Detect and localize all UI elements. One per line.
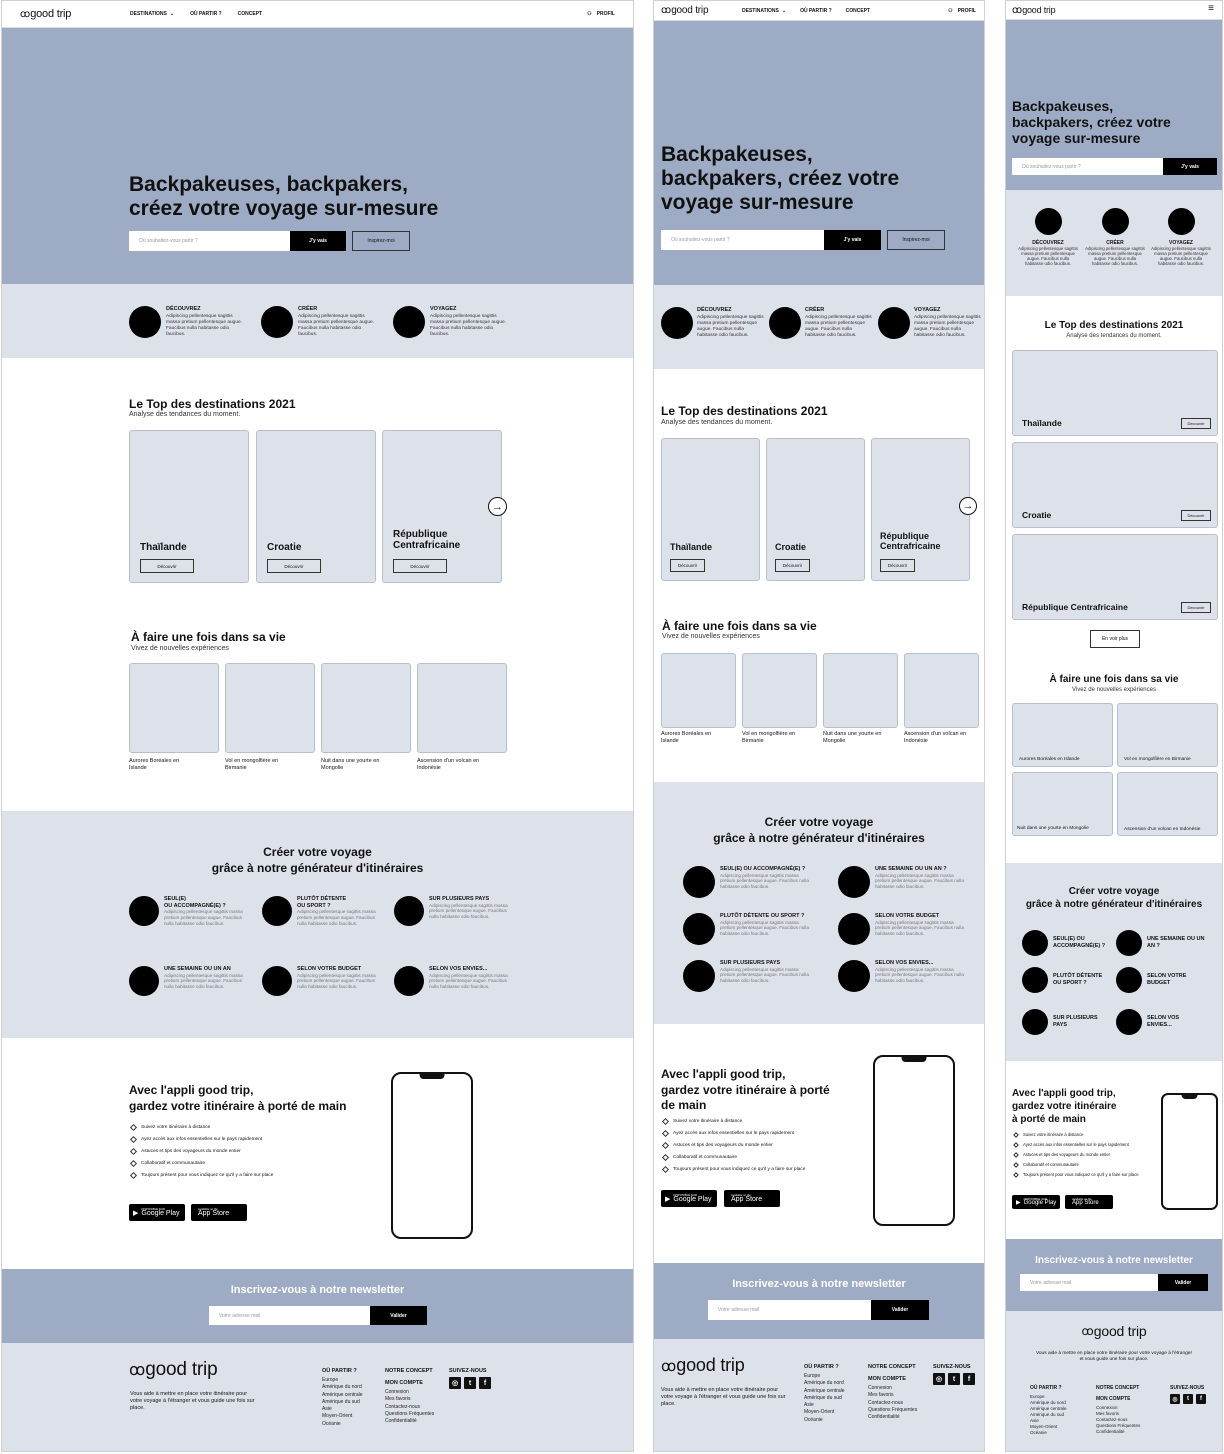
newsletter-title: Inscrivez-vous à notre newsletter bbox=[1035, 1255, 1193, 1266]
hero-title: Backpakeuses, backpakers, créez votre voyage sur-mesure bbox=[1012, 98, 1171, 147]
destination-card[interactable]: Croatie Découvrir bbox=[1012, 442, 1218, 528]
footer-logo[interactable]: ꝏ good trip bbox=[129, 1359, 218, 1380]
footer-link[interactable]: Europe bbox=[322, 1377, 339, 1383]
feature-item: Collaboratif et communautaire bbox=[663, 1155, 737, 1160]
generator-section bbox=[1006, 863, 1222, 1061]
footer-link[interactable]: Europe bbox=[804, 1373, 821, 1379]
step-item: DÉCOUVREZ Adipiscing pellentesque sagittis massa pretium pellentesque augue. Faucibus nulla habitasse odio faucibus. bbox=[129, 306, 244, 338]
footer-link[interactable]: Moyen-Orient bbox=[1030, 1424, 1058, 1430]
footer bbox=[654, 1339, 984, 1452]
hero-search bbox=[129, 231, 410, 251]
diamond-icon bbox=[1013, 1172, 1019, 1178]
inspire-button[interactable]: Inspirez-moi bbox=[887, 230, 945, 250]
logo-icon: ꝏ bbox=[661, 5, 669, 16]
feature-item: Toujours présent pour vous indiquez ce qu'il y a faire sur place bbox=[663, 1167, 805, 1172]
experience-label: Aurores Boréales en Islande bbox=[661, 731, 712, 744]
destination-card[interactable]: Thaïlande Découvrir bbox=[1012, 350, 1218, 436]
generator-item: SEUL(E) OU ACCOMPAGNÉ(E) ? Adipiscing pellentesque sagittis massa pretium pellentesque augue. Faucibus nulla habitasse odio faucibus. bbox=[683, 866, 815, 898]
experience-card[interactable] bbox=[225, 663, 315, 753]
step-icon bbox=[661, 307, 693, 339]
footer-col-destinations: OÙ PARTIR ? Europe Amérique du nord Amérique centrale Amérique du sud Asie Moyen-Orient Océanie bbox=[804, 1364, 845, 1423]
footer-col-social: SUIVEZ-NOUS ◎ t f bbox=[933, 1364, 975, 1385]
google-play-button[interactable]: ▶ DISPONIBLE SUR Google Play bbox=[1012, 1195, 1060, 1209]
validate-button[interactable]: Valider bbox=[1158, 1274, 1208, 1291]
diamond-icon bbox=[662, 1142, 669, 1149]
generator-section bbox=[2, 811, 633, 1038]
desktop-frame bbox=[1, 0, 634, 1452]
app-store-button[interactable]: Available on the App Store bbox=[191, 1204, 247, 1221]
experience-card[interactable] bbox=[742, 653, 817, 728]
exp-subtitle: Vivez de nouvelles expériences bbox=[1072, 687, 1156, 693]
desktop-navbar bbox=[2, 1, 633, 28]
instagram-icon[interactable]: ◎ bbox=[449, 1377, 461, 1389]
exp-title: À faire une fois dans sa vie bbox=[131, 630, 286, 644]
generator-icon bbox=[1022, 1009, 1048, 1035]
feature-item: Ayez accès aux infos essentielles sur le pays rapidement bbox=[663, 1131, 794, 1136]
step-icon bbox=[393, 306, 425, 338]
email-field[interactable]: Votre adresse mail bbox=[708, 1300, 871, 1320]
step-icon bbox=[1035, 208, 1062, 235]
diamond-icon bbox=[130, 1136, 137, 1143]
experience-label: Aurores Boréales en Islande bbox=[129, 758, 180, 771]
menu-icon[interactable]: ≡ bbox=[1208, 3, 1214, 14]
generator-icon bbox=[838, 866, 870, 898]
nav-profil[interactable]: ⚇ PROFIL bbox=[587, 11, 615, 17]
footer-link[interactable]: Asie bbox=[1030, 1418, 1039, 1424]
exp-subtitle: Vivez de nouvelles expériences bbox=[131, 645, 229, 652]
discover-button[interactable]: Découvrir bbox=[1181, 418, 1211, 429]
facebook-icon[interactable]: f bbox=[1196, 1394, 1206, 1404]
hero bbox=[2, 28, 633, 284]
generator-icon bbox=[394, 896, 424, 926]
see-more-button[interactable]: En voir plus bbox=[1090, 630, 1140, 648]
footer-link[interactable]: Océanie bbox=[322, 1420, 341, 1427]
nav-destinations[interactable]: DESTINATIONS ⌄ bbox=[130, 11, 175, 17]
diamond-icon bbox=[662, 1154, 669, 1161]
validate-button[interactable]: Valider bbox=[370, 1306, 427, 1325]
generator-item: SUR PLUSIEURS PAYS Adipiscing pellentesque sagittis massa pretium pellentesque augue. Faucibus nulla habitasse odio faucibus. bbox=[683, 960, 815, 992]
step-icon bbox=[129, 306, 161, 338]
hero-title: Backpakeuses, backpakers, créez votre voyage sur-mesure bbox=[661, 143, 900, 215]
step-icon bbox=[878, 307, 910, 339]
play-icon: ▶ bbox=[133, 1209, 139, 1217]
step-item: DÉCOUVREZ Adipiscing pellentesque sagittis massa pretium pellentesque augue. Faucibus nulla habitasse odio faucibus. bbox=[1018, 208, 1078, 267]
newsletter-form bbox=[708, 1300, 929, 1320]
footer-link[interactable]: Moyen-Orient bbox=[322, 1413, 353, 1420]
diamond-icon bbox=[662, 1130, 669, 1137]
footer bbox=[1006, 1311, 1222, 1452]
feature-item: Suivez votre itinéraire à distance bbox=[1014, 1132, 1084, 1137]
destination-card[interactable]: Croatie Découvrir bbox=[256, 430, 376, 583]
footer-link[interactable]: Contactez-nous bbox=[868, 1399, 904, 1406]
diamond-icon bbox=[1013, 1142, 1019, 1148]
generator-title: Créer votre voyage grâce à notre générateur d'itinéraires bbox=[713, 815, 925, 845]
logo[interactable]: ꝏ good trip bbox=[20, 8, 72, 20]
footer-link[interactable]: Europe bbox=[1030, 1394, 1045, 1399]
footer-link[interactable]: Mes favoris bbox=[385, 1396, 411, 1403]
discover-button[interactable]: Découvrir bbox=[670, 559, 705, 572]
facebook-icon[interactable]: f bbox=[479, 1377, 491, 1389]
footer bbox=[2, 1343, 633, 1452]
footer-link[interactable]: Contactez-nous bbox=[385, 1403, 421, 1410]
arrow-right-icon[interactable]: → bbox=[959, 497, 977, 515]
experience-card[interactable]: Aurores Boréales en Islande bbox=[1012, 703, 1113, 767]
generator-item: SEUL(E) OU ACCOMPAGNÉ(E) ? bbox=[1022, 930, 1111, 956]
user-icon: ⚇ bbox=[948, 7, 953, 14]
nav-ou-partir[interactable]: OÙ PARTIR ? bbox=[190, 11, 222, 17]
diamond-icon bbox=[130, 1124, 137, 1131]
experience-card[interactable] bbox=[661, 653, 736, 728]
footer-link[interactable]: Amérique du sud bbox=[804, 1394, 842, 1401]
newsletter-title: Inscrivez-vous à notre newsletter bbox=[732, 1278, 906, 1290]
generator-item: UNE SEMAINE OU UN AN Adipiscing pellentesque sagittis massa pretium pellentesque augue. Faucibus nulla habitasse odio faucibus. bbox=[129, 966, 248, 996]
feature-item: Suivez votre itinéraire à distance bbox=[131, 1125, 210, 1130]
footer-link[interactable]: Océanie bbox=[804, 1416, 823, 1423]
hero bbox=[654, 21, 984, 285]
logo-icon: ꝏ bbox=[661, 1357, 674, 1375]
logo[interactable]: ꝏ good trip bbox=[661, 5, 709, 16]
exp-title: À faire une fois dans sa vie bbox=[1049, 674, 1179, 685]
feature-item: Toujours présent pour vous indiquez ce qu'il y a faire sur place bbox=[131, 1173, 273, 1178]
footer-col-concept: NOTRE CONCEPT MON COMPTE Connexion Mes favoris Contactez-nous Questions Fréquentes Confidentialité bbox=[385, 1368, 435, 1424]
generator-item: PLUTÔT DÉTENTE OU SPORT ? Adipiscing pellentesque sagittis massa pretium pellentesque augue. Faucibus nulla habitasse odio faucibus. bbox=[683, 913, 815, 945]
arrow-right-icon[interactable]: → bbox=[488, 497, 507, 516]
generator-icon bbox=[683, 866, 715, 898]
diamond-icon bbox=[1013, 1132, 1019, 1138]
generator-icon bbox=[683, 960, 715, 992]
top-title: Le Top des destinations 2021 bbox=[1044, 320, 1184, 331]
experience-card[interactable] bbox=[823, 653, 898, 728]
app-title: Avec l'appli good trip, gardez votre itinéraire à porté de main bbox=[661, 1067, 830, 1113]
feature-item: Ayez accès aux infos essentielles sur le pays rapidement bbox=[131, 1137, 262, 1142]
diamond-icon bbox=[130, 1160, 137, 1167]
footer-col-concept: NOTRE CONCEPT MON COMPTE Connexion Mes favoris Contactez-nous Questions Fréquentes Confidentialité bbox=[868, 1364, 918, 1420]
experience-card[interactable]: Vol en mongolfière en Birmanie bbox=[1117, 703, 1218, 767]
experience-label: Vol en mongolfière en Birmanie bbox=[225, 758, 279, 771]
diamond-icon bbox=[130, 1148, 137, 1155]
step-icon bbox=[769, 307, 801, 339]
mobile-frame bbox=[1005, 0, 1223, 1452]
nav-concept[interactable]: CONCEPT bbox=[237, 11, 263, 17]
step-icon bbox=[1102, 208, 1129, 235]
chevron-down-icon: ⌄ bbox=[169, 11, 175, 17]
logo-icon: ꝏ bbox=[1012, 4, 1020, 16]
experience-card[interactable]: Ascension d'un volcan en Indonésie bbox=[1117, 772, 1218, 836]
diamond-icon bbox=[1013, 1162, 1019, 1168]
logo-icon: ꝏ bbox=[20, 8, 28, 20]
destination-card[interactable]: République Centrafricaine Découvrir bbox=[871, 438, 970, 581]
experience-card[interactable]: Nuit dans une yourte en Mongolie bbox=[1012, 772, 1113, 836]
hero-search bbox=[1012, 158, 1217, 175]
feature-item: Astuces et tips des voyageurs du monde entier bbox=[1014, 1152, 1110, 1157]
generator-item: SEUL(E) OU ACCOMPAGNÉ(E) ? Adipiscing pellentesque sagittis massa pretium pellentesque augue. Faucibus nulla habitasse odio faucibus. bbox=[129, 896, 244, 926]
generator-item: SELON VOTRE BUDGET bbox=[1116, 967, 1205, 993]
footer-link[interactable]: Contactez-nous bbox=[1096, 1417, 1128, 1423]
footer-link[interactable]: Mes favoris bbox=[868, 1392, 894, 1399]
step-item: CRÉER Adipiscing pellentesque sagittis massa pretium pellentesque augue. Faucibus nulla habitasse odio faucibus. bbox=[1085, 208, 1145, 267]
nav-ou-partir[interactable]: OÙ PARTIR ? bbox=[800, 7, 832, 14]
email-field[interactable]: Votre adresse mail bbox=[209, 1306, 370, 1325]
footer-link[interactable]: Océanie bbox=[1030, 1430, 1047, 1436]
generator-icon bbox=[683, 913, 715, 945]
user-icon: ⚇ bbox=[587, 11, 592, 17]
destination-card[interactable]: République Centrafricaine Découvrir bbox=[382, 430, 502, 583]
email-field[interactable]: Votre adresse mail bbox=[1020, 1274, 1158, 1291]
footer-tagline: Vous aide à mettre en place votre itinéraire pour votre voyage à l'étranger et vous guide une fois sur place. bbox=[130, 1391, 255, 1412]
generator-icon bbox=[262, 966, 292, 996]
nav-concept[interactable]: CONCEPT bbox=[845, 7, 871, 14]
feature-item: Suivez votre itinéraire à distance bbox=[663, 1119, 742, 1124]
nav-links bbox=[742, 8, 870, 14]
top-title: Le Top des destinations 2021 bbox=[661, 404, 828, 418]
twitter-icon[interactable]: t bbox=[1183, 1394, 1193, 1404]
footer-logo[interactable]: ꝏ good trip bbox=[1081, 1323, 1147, 1339]
generator-item: SUR PLUSIEURS PAYS bbox=[1022, 1009, 1111, 1035]
generator-icon bbox=[129, 896, 159, 926]
logo-icon: ꝏ bbox=[129, 1362, 143, 1379]
generator-icon bbox=[1116, 1009, 1142, 1035]
footer-link[interactable]: Amérique centrale bbox=[804, 1387, 845, 1394]
google-play-button[interactable]: ▶ DISPONIBLE SUR Google Play bbox=[661, 1190, 717, 1207]
discover-button[interactable]: Découvrir bbox=[267, 559, 321, 573]
step-icon bbox=[261, 306, 293, 338]
hero bbox=[1006, 20, 1222, 190]
steps-band bbox=[1006, 190, 1222, 296]
footer-link[interactable]: Questions Fréquentes bbox=[1096, 1423, 1141, 1429]
experience-label: Vol en mongolfière en Birmanie bbox=[742, 731, 796, 744]
newsletter-section bbox=[1006, 1239, 1222, 1311]
step-item: CRÉER Adipiscing pellentesque sagittis massa pretium pellentesque augue. Faucibus nulla habitasse odio faucibus. bbox=[769, 307, 873, 339]
diamond-icon bbox=[130, 1172, 137, 1179]
destination-card[interactable]: Thaïlande Découvrir bbox=[129, 430, 249, 583]
play-icon: ▶ bbox=[1016, 1199, 1021, 1206]
twitter-icon[interactable]: t bbox=[948, 1373, 960, 1385]
logo[interactable]: ꝏ good trip bbox=[1012, 4, 1056, 16]
generator-icon bbox=[1116, 930, 1142, 956]
phone-mockup bbox=[873, 1055, 955, 1226]
footer-link[interactable]: Amérique du nord bbox=[322, 1384, 362, 1391]
footer-link[interactable]: Confidentialité bbox=[385, 1418, 417, 1424]
experience-label: Ascension d'un volcan en Indonésie bbox=[904, 731, 967, 744]
experience-label: Ascension d'un volcan en Indonésie bbox=[417, 758, 480, 771]
tablet-navbar bbox=[654, 1, 984, 21]
footer-col-social: SUIVEZ-NOUS ◎ t f bbox=[1170, 1385, 1205, 1403]
newsletter-title: Inscrivez-vous à notre newsletter bbox=[230, 1284, 405, 1296]
newsletter-form bbox=[209, 1306, 427, 1325]
hero-search bbox=[661, 230, 945, 250]
footer-link[interactable]: Asie bbox=[322, 1406, 332, 1412]
feature-item: Astuces et tips des voyageurs du monde entier bbox=[131, 1149, 241, 1154]
discover-button[interactable]: Découvrir bbox=[775, 559, 810, 572]
discover-button[interactable]: Découvrir bbox=[1181, 602, 1211, 613]
chevron-down-icon: ⌄ bbox=[781, 7, 787, 14]
steps-band bbox=[654, 285, 984, 369]
newsletter-section bbox=[2, 1269, 633, 1343]
inspire-button[interactable]: Inspirez-moi bbox=[352, 231, 410, 251]
step-item: DÉCOUVREZ Adipiscing pellentesque sagittis massa pretium pellentesque augue. Faucibus nulla habitasse odio faucibus. bbox=[661, 307, 765, 339]
destination-card[interactable]: République Centrafricaine Découvrir bbox=[1012, 534, 1218, 620]
diamond-icon bbox=[662, 1166, 669, 1173]
footer-link[interactable]: Connexion bbox=[385, 1389, 409, 1395]
generator-item: SUR PLUSIEURS PAYS Adipiscing pellentesque sagittis massa pretium pellentesque augue. Faucibus nulla habitasse odio faucibus. bbox=[394, 896, 509, 926]
steps-band bbox=[2, 284, 633, 358]
footer-link[interactable]: Amérique du sud bbox=[322, 1398, 360, 1405]
feature-item: Ayez accès aux infos essentielles sur le pays rapidement bbox=[1014, 1142, 1129, 1147]
generator-item: SELON VOS ENVIES... Adipiscing pellentesque sagittis massa pretium pellentesque augue. Faucibus nulla habitasse odio faucibus. bbox=[838, 960, 970, 992]
google-play-button[interactable]: ▶ DISPONIBLE SUR Google Play bbox=[129, 1204, 185, 1221]
footer-link[interactable]: Moyen-Orient bbox=[804, 1409, 835, 1416]
experience-card[interactable] bbox=[321, 663, 411, 753]
step-icon bbox=[1168, 208, 1195, 235]
experience-card[interactable] bbox=[904, 653, 979, 728]
generator-icon bbox=[262, 896, 292, 926]
destination-card[interactable]: Thaïlande Découvrir bbox=[661, 438, 760, 581]
experience-label: Nuit dans une yourte en Mongolie bbox=[823, 731, 882, 744]
footer-tagline: Vous aide à mettre en place votre itinéraire pour votre voyage à l'étranger et vous guide une fois sur place. bbox=[1035, 1351, 1193, 1363]
generator-item: SELON VOTRE BUDGET Adipiscing pellentesque sagittis massa pretium pellentesque augue. Faucibus nulla habitasse odio faucibus. bbox=[262, 966, 377, 996]
feature-item: Collaboratif et communautaire bbox=[1014, 1162, 1079, 1167]
footer-link[interactable]: Amérique du sud bbox=[1030, 1412, 1065, 1418]
top-subtitle: Analyse des tendances du moment. bbox=[1066, 333, 1162, 339]
feature-item: Astuces et tips des voyageurs du monde entier bbox=[663, 1143, 773, 1148]
generator-icon bbox=[129, 966, 159, 996]
validate-button[interactable]: Valider bbox=[871, 1300, 929, 1320]
tablet-frame bbox=[653, 0, 985, 1452]
generator-icon bbox=[1022, 967, 1048, 993]
app-store-button[interactable]: Available on the App Store bbox=[1065, 1195, 1113, 1209]
generator-item: PLUTÔT DÉTENTE OU SPORT ? bbox=[1022, 967, 1111, 993]
nav-destinations[interactable]: DESTINATIONS ⌄ bbox=[742, 7, 787, 14]
step-item: VOYAGEZ Adipiscing pellentesque sagittis massa pretium pellentesque augue. Faucibus nulla habitasse odio faucibus. bbox=[1151, 208, 1211, 267]
footer-link[interactable]: Questions Fréquentes bbox=[868, 1406, 918, 1413]
generator-section bbox=[654, 782, 984, 1024]
generator-item: UNE SEMAINE OU UN AN ? bbox=[1116, 930, 1205, 956]
footer-logo[interactable]: ꝏ good trip bbox=[661, 1355, 745, 1375]
nav-links bbox=[130, 11, 262, 17]
footer-tagline: Vous aide à mettre en place votre itinéraire pour votre voyage à l'étranger et vous guide une fois sur place. bbox=[661, 1387, 786, 1408]
footer-link[interactable]: Connexion bbox=[868, 1385, 892, 1391]
footer-link[interactable]: Connexion bbox=[1096, 1405, 1118, 1410]
generator-item: SELON VOS ENVIES... Adipiscing pellentesque sagittis massa pretium pellentesque augue. Faucibus nulla habitasse odio faucibus. bbox=[394, 966, 509, 996]
phone-mockup bbox=[391, 1072, 473, 1239]
logo-icon: ꝏ bbox=[1081, 1324, 1091, 1338]
newsletter-section bbox=[654, 1263, 984, 1339]
generator-icon bbox=[394, 966, 424, 996]
top-subtitle: Analyse des tendances du moment. bbox=[129, 411, 241, 418]
newsletter-form bbox=[1020, 1274, 1208, 1291]
generator-item: UNE SEMAINE OU UN AN ? Adipiscing pellentesque sagittis massa pretium pellentesque augue. Faucibus nulla habitasse odio faucibus. bbox=[838, 866, 970, 898]
generator-item: SELON VOS ENVIES... bbox=[1116, 1009, 1205, 1035]
instagram-icon[interactable]: ◎ bbox=[1170, 1394, 1180, 1404]
footer-col-concept: NOTRE CONCEPT MON COMPTE Connexion Mes favoris Contactez-nous Questions Fréquentes Confidentialité bbox=[1096, 1385, 1141, 1435]
step-item: CRÉER Adipiscing pellentesque sagittis massa pretium pellentesque augue. Faucibus nulla habitasse odio faucibus. bbox=[261, 306, 376, 338]
footer-link[interactable]: Asie bbox=[804, 1402, 814, 1408]
play-icon: ▶ bbox=[665, 1195, 671, 1203]
experience-card[interactable] bbox=[417, 663, 507, 753]
diamond-icon bbox=[1013, 1152, 1019, 1158]
facebook-icon[interactable]: f bbox=[963, 1373, 975, 1385]
generator-item: SELON VOTRE BUDGET Adipiscing pellentesque sagittis massa pretium pellentesque augue. Faucibus nulla habitasse odio faucibus. bbox=[838, 913, 970, 945]
mobile-navbar bbox=[1006, 1, 1222, 20]
app-title: Avec l'appli good trip, gardez votre itinéraire à porté de main bbox=[1012, 1088, 1117, 1125]
phone-mockup bbox=[1161, 1093, 1218, 1210]
top-subtitle: Analyse des tendances du moment. bbox=[661, 419, 773, 426]
generator-icon bbox=[1116, 967, 1142, 993]
discover-button[interactable]: Découvrir bbox=[880, 559, 915, 572]
generator-title: Créer votre voyage grâce à notre générateur d'itinéraires bbox=[211, 845, 424, 875]
step-item: VOYAGEZ Adipiscing pellentesque sagittis massa pretium pellentesque augue. Faucibus nulla habitasse odio faucibus. bbox=[878, 307, 982, 339]
diamond-icon bbox=[662, 1118, 669, 1125]
generator-item: PLUTÔT DÉTENTE OU SPORT ? Adipiscing pellentesque sagittis massa pretium pellentesque augue. Faucibus nulla habitasse odio faucibus. bbox=[262, 896, 377, 926]
hero-title: Backpakeuses, backpakers, créez votre voyage sur-mesure bbox=[129, 173, 439, 221]
exp-title: À faire une fois dans sa vie bbox=[662, 619, 817, 633]
footer-link[interactable]: Confidentialité bbox=[868, 1414, 900, 1420]
twitter-icon[interactable]: t bbox=[464, 1377, 476, 1389]
generator-icon bbox=[838, 913, 870, 945]
go-button[interactable]: J'y vais bbox=[1163, 158, 1217, 175]
top-title: Le Top des destinations 2021 bbox=[129, 397, 296, 411]
generator-title: Créer votre voyage grâce à notre générateur d'itinéraires bbox=[1025, 886, 1203, 910]
feature-item: Collaboratif et communautaire bbox=[131, 1161, 205, 1166]
footer-link[interactable]: Amérique du nord bbox=[804, 1380, 844, 1387]
footer-link[interactable]: Mes favoris bbox=[1096, 1411, 1120, 1417]
generator-icon bbox=[838, 960, 870, 992]
footer-link[interactable]: Questions Fréquentes bbox=[385, 1410, 435, 1417]
exp-subtitle: Vivez de nouvelles expériences bbox=[662, 633, 760, 640]
destination-card[interactable]: Croatie Découvrir bbox=[766, 438, 865, 581]
experience-label: Nuit dans une yourte en Mongolie bbox=[321, 758, 380, 771]
discover-button[interactable]: Découvrir bbox=[1181, 510, 1211, 521]
discover-button[interactable]: Découvrir bbox=[140, 559, 194, 573]
app-store-button[interactable]: Available on the App Store bbox=[724, 1190, 780, 1207]
app-title: Avec l'appli good trip, gardez votre itinéraire à porté de main bbox=[129, 1083, 347, 1113]
experience-card[interactable] bbox=[129, 663, 219, 753]
search-input[interactable]: Où souhaitez-vous partir ? bbox=[1012, 158, 1163, 175]
footer-link[interactable]: Amérique du nord bbox=[1030, 1400, 1066, 1406]
footer-link[interactable]: Amérique centrale bbox=[1030, 1406, 1067, 1412]
nav-profil[interactable]: ⚇ PROFIL bbox=[948, 7, 976, 14]
step-item: VOYAGEZ Adipiscing pellentesque sagittis massa pretium pellentesque augue. Faucibus nulla habitasse odio faucibus. bbox=[393, 306, 508, 338]
search-input[interactable]: Où souhaitez-vous partir ? bbox=[129, 231, 290, 251]
generator-icon bbox=[1022, 930, 1048, 956]
footer-link[interactable]: Confidentialité bbox=[1096, 1429, 1125, 1435]
search-input[interactable]: Où souhaitez-vous partir ? bbox=[661, 230, 824, 250]
footer-link[interactable]: Amérique centrale bbox=[322, 1391, 363, 1398]
go-button[interactable]: J'y vais bbox=[290, 231, 346, 251]
discover-button[interactable]: Découvrir bbox=[393, 559, 447, 573]
footer-col-social: SUIVEZ-NOUS ◎ t f bbox=[449, 1368, 491, 1389]
go-button[interactable]: J'y vais bbox=[824, 230, 881, 250]
footer-col-destinations: OÙ PARTIR ? Europe Amérique du nord Amérique centrale Amérique du sud Asie Moyen-Orient Océanie bbox=[322, 1368, 363, 1427]
instagram-icon[interactable]: ◎ bbox=[933, 1373, 945, 1385]
footer-col-destinations: OÙ PARTIR ? Europe Amérique du nord Amérique centrale Amérique du sud Asie Moyen-Orient Océanie bbox=[1030, 1385, 1067, 1436]
feature-item: Toujours présent pour vous indiquez ce qu'il y a faire sur place bbox=[1014, 1172, 1154, 1177]
